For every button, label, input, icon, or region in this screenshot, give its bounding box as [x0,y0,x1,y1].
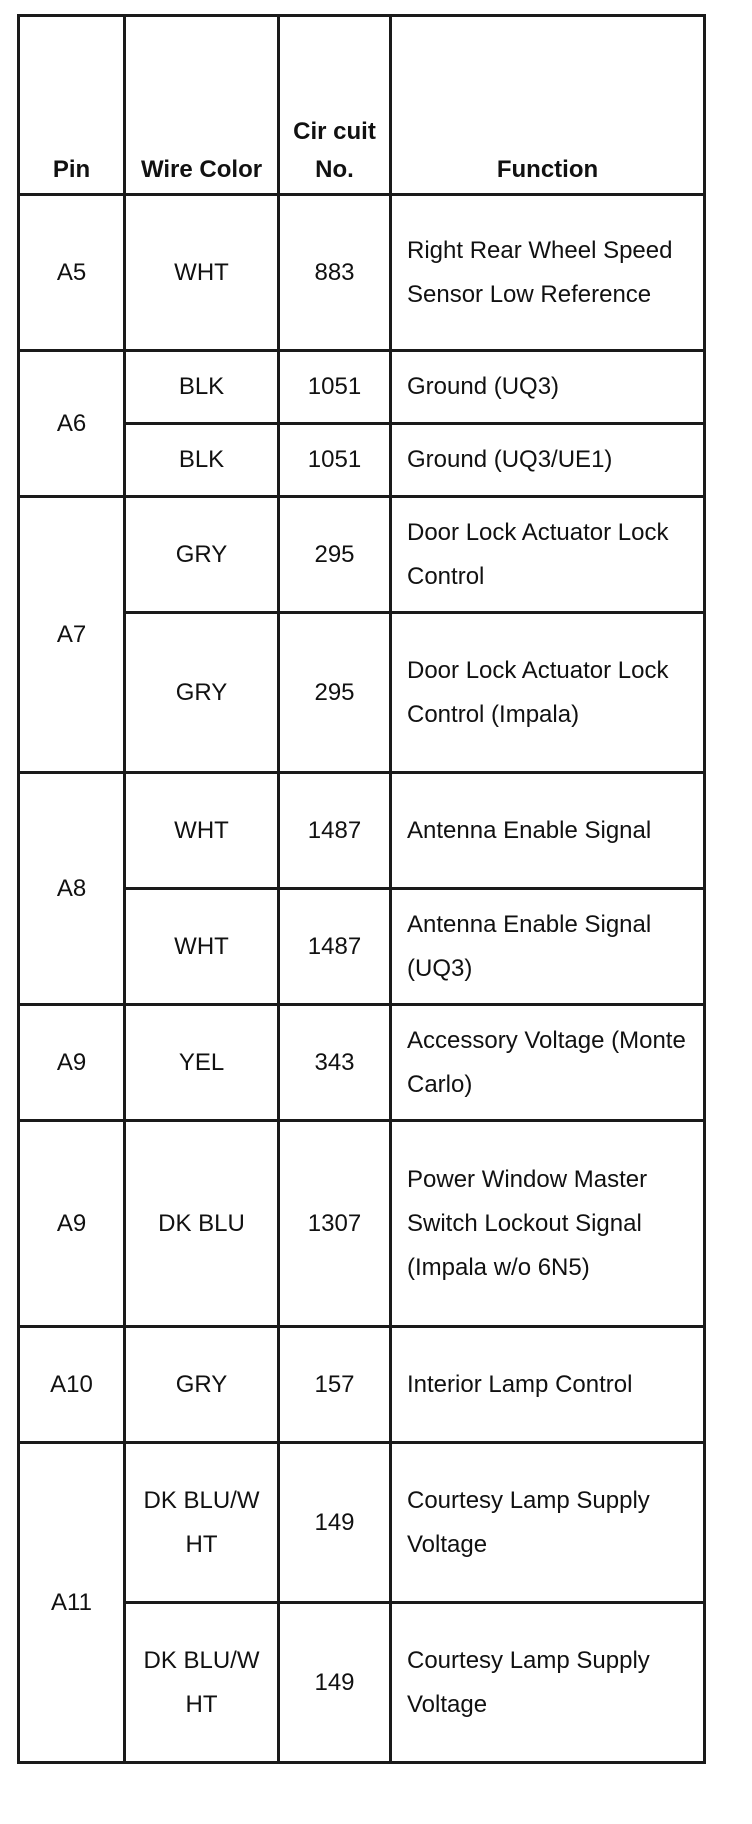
wire-color-cell: BLK [125,351,279,424]
circuit-cell: 1051 [279,351,391,424]
wire-color-cell: DK BLU/W HT [125,1443,279,1603]
circuit-cell: 149 [279,1603,391,1763]
table-row [19,1327,705,1443]
function-cell: Power Window Master Switch Lockout Signal (Impala w/o 6N5) [391,1121,705,1327]
function-cell: Ground (UQ3/UE1) [391,424,705,497]
function-cell: Ground (UQ3) [391,351,705,424]
function-cell: Door Lock Actuator Lock Control (Impala) [391,613,705,773]
wire-color-cell: DK BLU [125,1121,279,1327]
pin-cell: A7 [19,497,125,773]
function-cell: Antenna Enable Signal (UQ3) [391,889,705,1005]
circuit-cell: 1487 [279,773,391,889]
circuit-cell: 1051 [279,424,391,497]
wire-color-cell: YEL [125,1005,279,1121]
wire-color-cell: GRY [125,497,279,613]
wire-color-cell: DK BLU/W HT [125,1603,279,1763]
function-cell: Courtesy Lamp Supply Voltage [391,1603,705,1763]
table-body [19,195,705,1763]
pin-cell: A9 [19,1005,125,1121]
function-cell: Door Lock Actuator Lock Control [391,497,705,613]
pin-cell: A6 [19,351,125,497]
pin-cell: A9 [19,1121,125,1327]
header-function: Function [391,16,705,195]
header-row [19,16,705,195]
table-row [19,1005,705,1121]
table-row [19,1443,705,1603]
circuit-cell: 1307 [279,1121,391,1327]
function-cell: Right Rear Wheel Speed Sensor Low Reference [391,195,705,351]
wire-color-cell: WHT [125,889,279,1005]
table-row [19,1121,705,1327]
circuit-cell: 157 [279,1327,391,1443]
wire-color-cell: BLK [125,424,279,497]
table-row [19,497,705,613]
header-circuit-no: Cir cuit No. [279,16,391,195]
wire-color-cell: WHT [125,773,279,889]
table-row [19,351,705,424]
function-cell: Accessory Voltage (Monte Carlo) [391,1005,705,1121]
wire-color-cell: WHT [125,195,279,351]
header-wire-color: Wire Color [125,16,279,195]
header-pin: Pin [19,16,125,195]
function-cell: Antenna Enable Signal [391,773,705,889]
pin-cell: A10 [19,1327,125,1443]
table-row [19,195,705,351]
circuit-cell: 295 [279,497,391,613]
circuit-cell: 149 [279,1443,391,1603]
wire-color-cell: GRY [125,1327,279,1443]
wire-color-cell: GRY [125,613,279,773]
circuit-cell: 343 [279,1005,391,1121]
circuit-cell: 883 [279,195,391,351]
circuit-cell: 295 [279,613,391,773]
circuit-cell: 1487 [279,889,391,1005]
pin-cell: A5 [19,195,125,351]
pin-cell: A8 [19,773,125,1005]
function-cell: Courtesy Lamp Supply Voltage [391,1443,705,1603]
table-row [19,773,705,889]
function-cell: Interior Lamp Control [391,1327,705,1443]
pin-table [17,14,706,1764]
pin-cell: A11 [19,1443,125,1763]
